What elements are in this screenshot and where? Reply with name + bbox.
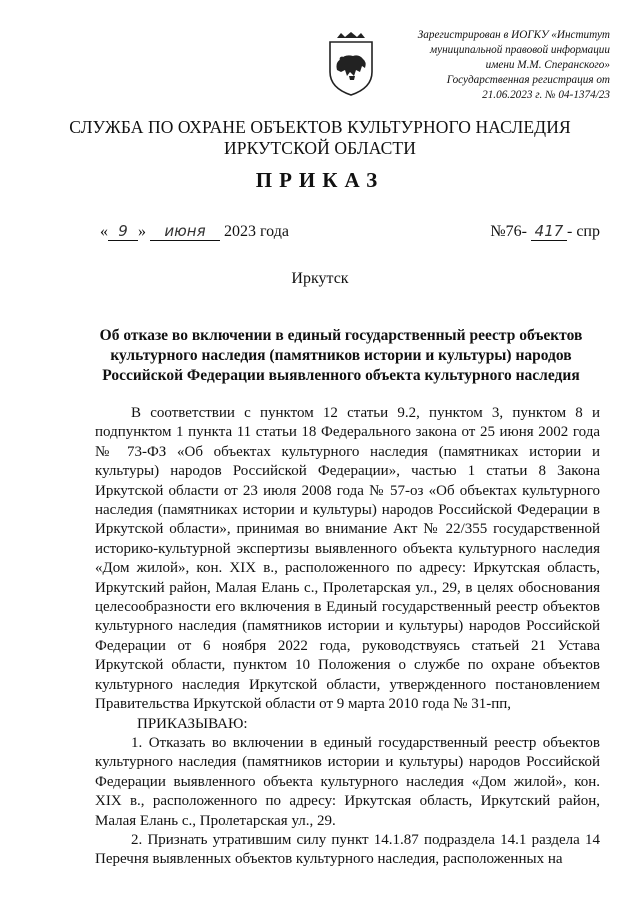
date-month: июня [150, 222, 220, 241]
order-number-prefix: №76- [490, 223, 527, 240]
order-number-value: 417 [531, 222, 567, 241]
date-close-quote: » [138, 223, 146, 240]
agency-name [0, 117, 640, 159]
date-year: 2023 года [224, 223, 289, 240]
irkutsk-coat-of-arms-icon [325, 32, 377, 98]
document-body [95, 404, 600, 870]
order-number-suffix: - спр [567, 223, 600, 240]
agency-name-line-2: ИРКУТСКОЙ ОБЛАСТИ [224, 138, 416, 158]
document-title: Об отказе во включении в единый государственный реестр объектов культурного наследия (памятников истории и культуры) народов Российской Федерации выявленного объекта культурного наследия [99, 327, 583, 384]
order-date [100, 222, 289, 241]
registration-line: 21.06.2023 г. № 04-1374/23 [482, 89, 610, 101]
agency-name-line-1: СЛУЖБА ПО ОХРАНЕ ОБЪЕКТОВ КУЛЬТУРНОГО НАСЛЕДИЯ [69, 117, 571, 137]
document-type: ПРИКАЗ [255, 168, 385, 192]
preamble-paragraph: В соответствии с пунктом 12 статьи 9.2, пунктом 3, пунктом 8 и подпунктом 1 пункта 11 статьи 18 Федерального закона от 25 июня 2002 года № 73-ФЗ «Об объектах культурного наследия (памятниках истории и культуры) народов Российской Федерации», частью 1 статьи 8 Закона Иркутской области от 23 июля 2008 года № 57-оз «Об объектах культурного наследия (памятниках истории и культуры) народов Российской Федерации в Иркутской области», принимая во внимание Акт № 22/355 государственной историко-культурной экспертизы выявленного объекта культурного наследия «Дом жилой», кон. XIX в., расположенного по адресу: Иркутская область, Иркутский район, Малая Елань с., Пролетарская ул., 29, в целях обоснования целесообразности его включения в Единый государственный реестр объектов культурного наследия (памятников истории и культуры) народов Российской Федерации от 6 ноября 2022 года, руководствуясь статьей 21 Устава Иркутской области, пунктом 10 Положения о службе по охране объектов культурного наследия Иркутской области, утвержденного постановлением Правительства Иркутской области от 9 марта 2010 года № 31-пп, [95, 405, 600, 713]
registration-line: Зарегистрирован в ИОГКУ «Институт [417, 29, 610, 41]
order-word: ПРИКАЗЫВАЮ: [137, 715, 248, 732]
order-number [490, 222, 600, 241]
date-day: 9 [108, 222, 138, 241]
city: Иркутск [291, 270, 349, 287]
order-item-2: 2. Признать утратившим силу пункт 14.1.87 подраздела 14.1 раздела 14 Перечня выявленных объектов культурного наследия, расположенных на [95, 831, 600, 868]
registration-stamp [380, 28, 610, 103]
registration-line: муниципальной правовой информации [430, 44, 610, 56]
date-open-quote: « [100, 223, 108, 240]
order-item-1: 1. Отказать во включении в единый государственный реестр объектов культурного наследия (памятников истории и культуры) народов Российской Федерации выявленного объекта культурного наследия «Дом жилой», кон. XIX в., расположенного по адресу: Иркутская область, Иркутский район, Малая Елань с., Пролетарская ул., 29. [95, 734, 600, 829]
registration-line: имени М.М. Сперанского» [485, 59, 610, 71]
registration-line: Государственная регистрация от [446, 74, 610, 86]
